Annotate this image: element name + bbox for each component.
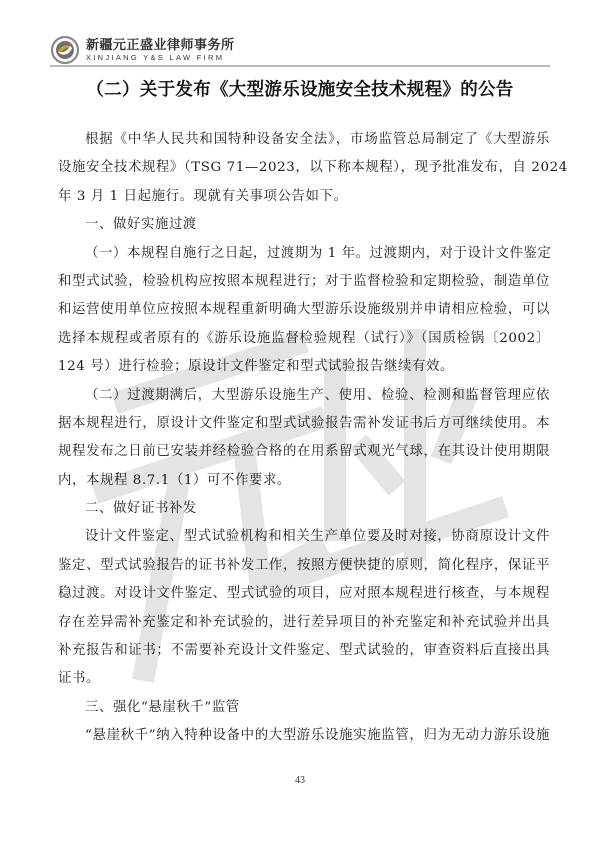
page-number: 43 <box>295 775 305 786</box>
paragraph-line: 和型式试验，检验机构应按照本规程进行；对于监督检验和定期检验，制造单位 <box>58 273 550 289</box>
paragraph-line: 据本规程进行，原设计文件鉴定和型式试验报告需补发证书后方可继续使用。本 <box>58 415 550 431</box>
paragraph-line: （一）本规程自施行之日起，过渡期为 1 年。过渡期内，对于设计文件鉴定 <box>85 245 552 261</box>
paragraph-line: 鉴定、型式试验报告的证书补发工作，按照方便快捷的原则，简化程序，保证平 <box>58 557 550 573</box>
paragraph-line: （二）过渡期满后，大型游乐设施生产、使用、检验、检测和监督管理应依 <box>85 387 550 403</box>
paragraph-line: 内，本规程 8.7.1（1）可不作要求。 <box>58 472 291 488</box>
paragraph-line: 存在差异需补充鉴定和补充试验的，进行差异项目的补充鉴定和补充试验并出具 <box>58 614 550 630</box>
paragraph-line: 补充报告和证书；不需要补充设计文件鉴定、型式试验的，审查资料后直接出具 <box>58 643 550 659</box>
firm-name-en: XINJIANG Y&S LAW FIRM <box>86 52 225 62</box>
firm-name-cn: 新疆元正盛业律师事务所 <box>86 37 235 53</box>
letterhead <box>50 33 235 67</box>
paragraph-line: 稳过渡。对设计文件鉴定、型式试验的项目，应对照本规程进行核查，与本规程 <box>58 586 550 602</box>
paragraph-line: 选择本规程或者原有的《游乐设施监督检验规程（试行）》（国质检锅〔2002〕 <box>58 330 550 346</box>
paragraph-line: 证书。 <box>58 671 100 687</box>
page-title: （二）关于发布《大型游乐设施安全技术规程》的公告 <box>86 80 514 100</box>
paragraph-line: 年 3 月 1 日起施行。现就有关事项公告如下。 <box>58 188 348 204</box>
section-heading: 二、做好证书补发 <box>85 501 197 517</box>
header-divider <box>50 65 550 67</box>
paragraph-line: 设施安全技术规程》（TSG 71—2023，以下称本规程），现予批准发布，自 2024 <box>58 160 568 176</box>
document-body <box>58 126 568 751</box>
section-heading: 一、做好实施过渡 <box>85 217 197 233</box>
paragraph-line: 和运营使用单位应按照本规程重新明确大型游乐设施级别并申请相应检验，可以 <box>58 302 550 318</box>
firm-logo-icon <box>50 35 80 65</box>
paragraph-line: 124 号）进行检验；原设计文件鉴定和型式试验报告继续有效。 <box>58 359 454 375</box>
paragraph-line: “悬崖秋千”纳入特种设备中的大型游乐设施实施监管，归为无动力游乐设施 <box>85 728 550 744</box>
paragraph-line: 根据《中华人民共和国特种设备安全法》，市场监管总局制定了《大型游乐 <box>85 132 550 147</box>
paragraph-line: 设计文件鉴定、型式试验机构和相关生产单位要及时对接，协商原设计文件 <box>85 529 550 545</box>
section-heading: 三、强化“悬崖秋千”监管 <box>85 699 240 715</box>
paragraph-line: 规程发布之日前已安装并经检验合格的在用系留式观光气球，在其设计使用期限 <box>58 444 550 460</box>
